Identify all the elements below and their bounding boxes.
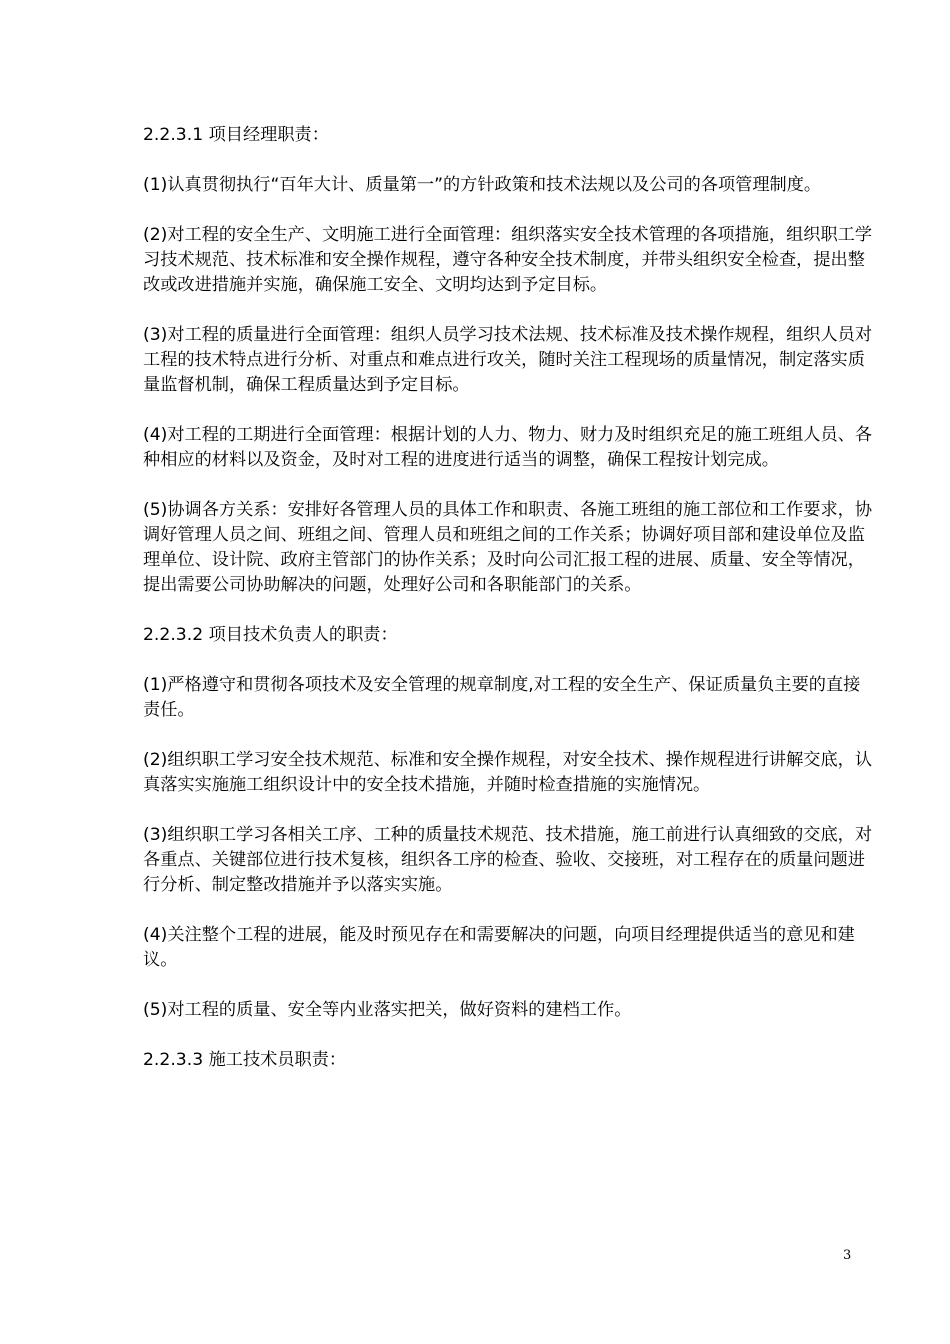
paragraph-tech-duty-5: (5)对工程的质量、安全等内业落实把关，做好资料的建档工作。	[143, 1000, 632, 1020]
page-number: 3	[843, 1248, 852, 1263]
paragraph-tech-duty-2: (2)组织职工学习安全技术规范、标准和安全操作规程，对安全技术、操作规程进行讲解交底，认真落实实施施工组织设计中的安全技术措施，并随时检查措施的实施情况。	[143, 750, 873, 795]
paragraph-pm-duty-3: (3)对工程的质量进行全面管理：组织人员学习技术法规、技术标准及技术操作规程，组织人员对工程的技术特点进行分析、对重点和难点进行攻关，随时关注工程现场的质量情况，制定落实质量监督机制，确保工程质量达到予定目标。	[143, 325, 873, 395]
section-heading-technical-lead: 2.2.3.2 项目技术负责人的职责：	[143, 625, 398, 645]
section-heading-construction-technician: 2.2.3.3 施工技术员职责：	[143, 1050, 347, 1070]
paragraph-pm-duty-2: (2)对工程的安全生产、文明施工进行全面管理：组织落实安全技术管理的各项措施，组织职工学习技术规范、技术标准和安全操作规程，遵守各种安全技术制度，并带头组织安全检查，提出整改或改进措施并实施，确保施工安全、文明均达到予定目标。	[143, 225, 873, 295]
paragraph-pm-duty-1: (1)认真贯彻执行“百年大计、质量第一”的方针政策和技术法规以及公司的各项管理制度。	[143, 175, 822, 195]
paragraph-pm-duty-4: (4)对工程的工期进行全面管理：根据计划的人力、物力、财力及时组织充足的施工班组人员、各种相应的材料以及资金，及时对工程的进度进行适当的调整，确保工程按计划完成。	[143, 425, 873, 470]
document-body	[143, 123, 873, 1098]
paragraph-tech-duty-1: (1)严格遵守和贯彻各项技术及安全管理的规章制度,对工程的安全生产、保证质量负主要的直接责任。	[143, 675, 861, 720]
paragraph-pm-duty-5: (5)协调各方关系：安排好各管理人员的具体工作和职责、各施工班组的施工部位和工作要求，协调好管理人员之间、班组之间、管理人员和班组之间的工作关系；协调好项目部和建设单位及监理单位、设计院、政府主管部门的协作关系；及时向公司汇报工程的进展、质量、安全等情况，提出需要公司协助解决的问题，处理好公司和各职能部门的关系。	[143, 500, 873, 595]
paragraph-tech-duty-4: (4)关注整个工程的进展，能及时预见存在和需要解决的问题，向项目经理提供适当的意见和建议。	[143, 925, 855, 970]
section-heading-project-manager: 2.2.3.1 项目经理职责：	[143, 125, 329, 145]
paragraph-tech-duty-3: (3)组织职工学习各相关工序、工种的质量技术规范、技术措施，施工前进行认真细致的交底，对各重点、关键部位进行技术复核，组织各工序的检查、验收、交接班，对工程存在的质量问题进行分析、制定整改措施并予以落实实施。	[143, 825, 873, 895]
